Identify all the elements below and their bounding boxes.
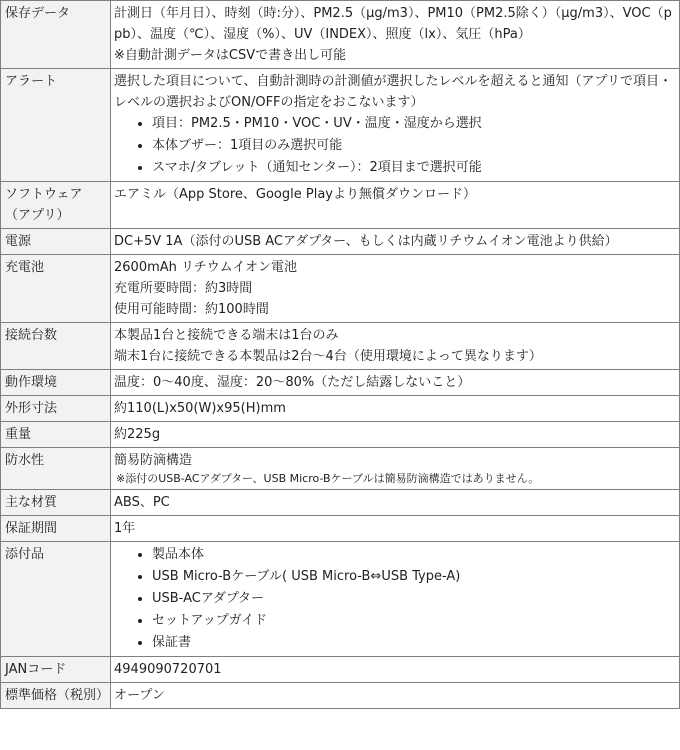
row-value-saved-data — [111, 1, 680, 69]
row-label-weight: 重量 — [1, 422, 111, 448]
row-label-connections: 接続台数 — [1, 323, 111, 370]
row-value-weight: 約225g — [111, 422, 680, 448]
row-label-accessories: 添付品 — [1, 542, 111, 657]
row-value-waterproof — [111, 448, 680, 490]
list-item: • USB-ACアダプター — [152, 588, 676, 610]
row-value-connections — [111, 323, 680, 370]
table-row — [1, 683, 680, 709]
row-value-jan: 4949090720701 — [111, 657, 680, 683]
list-item: • 本体ブザー：1項目のみ選択可能 — [152, 135, 676, 157]
connections-line: 本製品1台と接続できる端末は1台のみ — [114, 328, 339, 343]
row-value-warranty: 1年 — [111, 516, 680, 542]
table-row — [1, 229, 680, 255]
row-value-environment: 温度：0～40度、湿度：20～80%（ただし結露しないこと） — [111, 370, 680, 396]
row-label-power: 電源 — [1, 229, 111, 255]
table-row — [1, 516, 680, 542]
table-row — [1, 182, 680, 229]
row-label-jan: JANコード — [1, 657, 111, 683]
list-item: • セットアップガイド — [152, 610, 676, 632]
table-row — [1, 370, 680, 396]
connections-line: 端末1台に接続できる本製品は2台～4台（使用環境によって異なります） — [114, 349, 542, 364]
list-item: • 保証書 — [152, 632, 676, 654]
table-row — [1, 422, 680, 448]
row-value-software: エアミル（App Store、Google Playより無償ダウンロード） — [111, 182, 680, 229]
alert-list — [114, 113, 676, 179]
battery-line: 充電所要時間：約3時間 — [114, 281, 253, 296]
waterproof-note: ※添付のUSB-ACアダプター、USB Micro-Bケーブルは簡易防滴構造ではありません。 — [116, 472, 540, 485]
row-label-software: ソフトウェア（アプリ） — [1, 182, 111, 229]
list-item: • USB Micro-Bケーブル( USB Micro-B⇔USB Type-A) — [152, 566, 676, 588]
list-item: • 項目：PM2.5・PM10・VOC・UV・温度・湿度から選択 — [152, 113, 676, 135]
list-item: • スマホ/タブレット（通知センター）：2項目まで選択可能 — [152, 157, 676, 179]
row-label-waterproof: 防水性 — [1, 448, 111, 490]
row-value-battery — [111, 255, 680, 323]
table-row — [1, 448, 680, 490]
waterproof-text: 簡易防滴構造 — [114, 453, 193, 468]
battery-line: 2600mAh リチウムイオン電池 — [114, 260, 297, 275]
list-item: • 製品本体 — [152, 544, 676, 566]
table-row — [1, 490, 680, 516]
battery-line: 使用可能時間：約100時間 — [114, 302, 269, 317]
row-value-power: DC+5V 1A（添付のUSB ACアダプター、もしくは内蔵リチウムイオン電池より供給） — [111, 229, 680, 255]
table-row — [1, 657, 680, 683]
row-label-environment: 動作環境 — [1, 370, 111, 396]
row-label-dimensions: 外形寸法 — [1, 396, 111, 422]
row-label-price: 標準価格（税別） — [1, 683, 111, 709]
table-row — [1, 396, 680, 422]
table-row — [1, 255, 680, 323]
row-label-saved-data: 保存データ — [1, 1, 111, 69]
row-value-price: オープン — [111, 683, 680, 709]
table-row — [1, 542, 680, 657]
row-value-accessories — [111, 542, 680, 657]
table-row — [1, 69, 680, 182]
alert-text: 選択した項目について、自動計測時の計測値が選択したレベルを超えると通知（アプリで項目・レベルの選択およびON/OFFの指定をおこないます） — [114, 74, 672, 110]
saved-data-text: 計測日（年月日）、時刻（時:分）、PM2.5（μg/m3）、PM10（PM2.5除く）（μg/m3）、VOC（ppb）、温度（℃）、湿度（%）、UV（INDEX）、照度（lx）、気圧（hPa） — [114, 6, 672, 42]
saved-data-note: ※自動計測データはCSVで書き出し可能 — [114, 48, 347, 63]
row-value-alert — [111, 69, 680, 182]
row-value-materials: ABS、PC — [111, 490, 680, 516]
row-value-dimensions: 約110(L)x50(W)x95(H)mm — [111, 396, 680, 422]
row-label-battery: 充電池 — [1, 255, 111, 323]
table-row — [1, 323, 680, 370]
table-row — [1, 1, 680, 69]
accessories-list — [114, 544, 676, 654]
row-label-alert: アラート — [1, 69, 111, 182]
row-label-materials: 主な材質 — [1, 490, 111, 516]
row-label-warranty: 保証期間 — [1, 516, 111, 542]
